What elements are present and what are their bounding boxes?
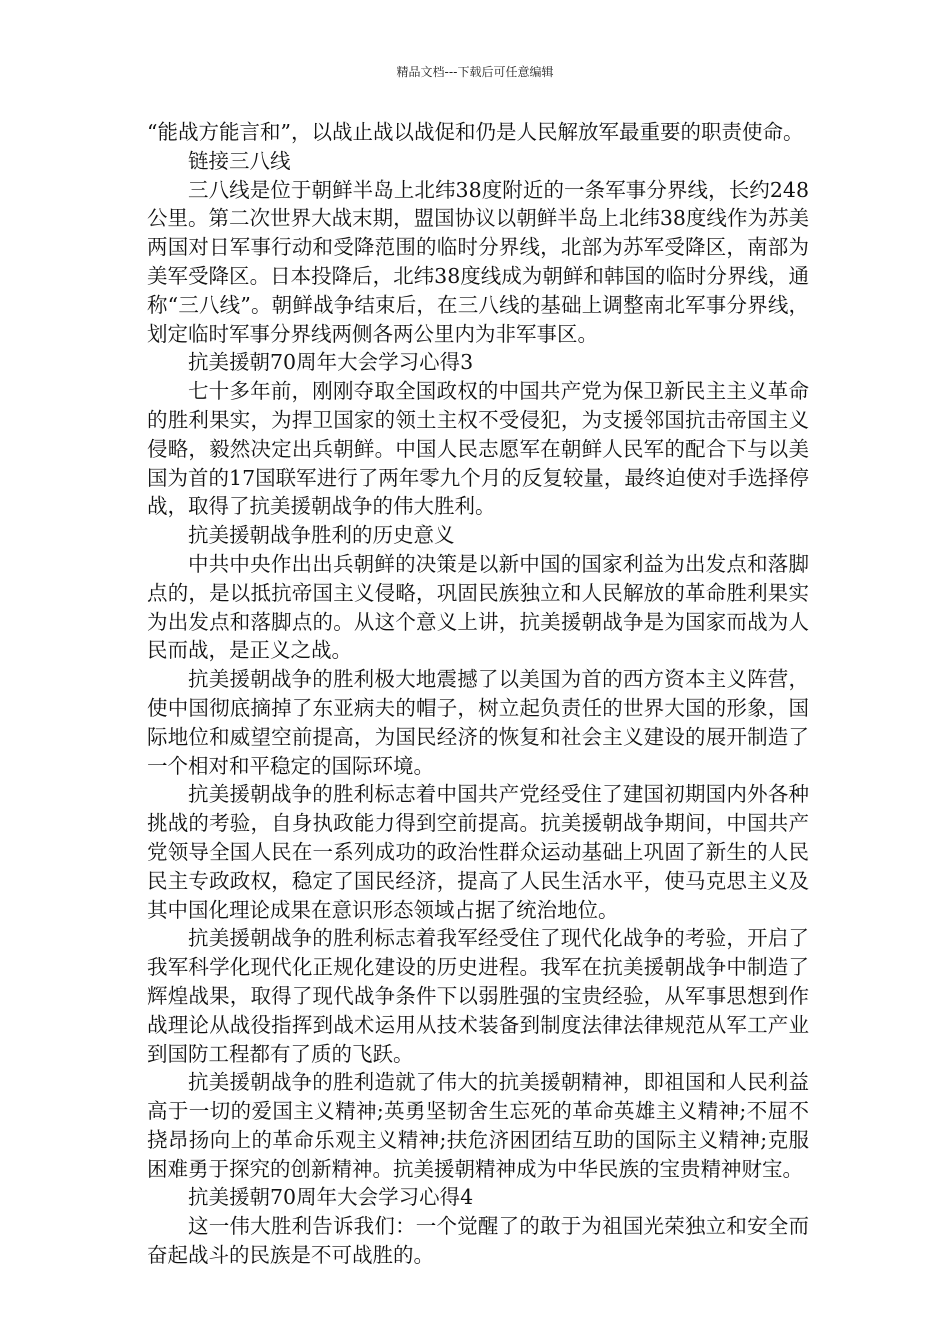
- body-paragraph: 这一伟大胜利告诉我们：一个觉醒了的敢于为祖国光荣独立和安全而奋起战斗的民族是不可战胜的。: [147, 1214, 809, 1268]
- page-header: 精品文档---下载后可任意编辑: [396, 65, 554, 79]
- document-body: [147, 118, 809, 1270]
- continuation-paragraph: “能战方能言和”，以战止战以战促和仍是人民解放军最重要的职责使命。: [147, 120, 804, 144]
- body-paragraph: 七十多年前，刚刚夺取全国政权的中国共产党为保卫新民主主义革命的胜利果实，为捍卫国家的领土主权不受侵犯，为支援邻国抗击帝国主义侵略，毅然决定出兵朝鲜。中国人民志愿军在朝鲜人民军的配合下与以美国为首的17国联军进行了两年零九个月的反复较量，最终迫使对手选择停战，取得了抗美援朝战争的伟大胜利。: [147, 379, 809, 519]
- body-paragraph: 抗美援朝战争的胜利标志着我军经受住了现代化战争的考验，开启了我军科学化现代化正规化建设的历史进程。我军在抗美援朝战争中制造了辉煌战果，取得了现代战争条件下以弱胜强的宝贵经验，从军事思想到作战理论从战役指挥到战术运用从技术装备到制度法律法律规范从军工产业到国防工程都有了质的飞跃。: [147, 926, 809, 1066]
- body-paragraph: 抗美援朝战争的胜利造就了伟大的抗美援朝精神，即祖国和人民利益高于一切的爱国主义精神;英勇坚韧舍生忘死的革命英雄主义精神;不屈不挠昂扬向上的革命乐观主义精神;扶危济困团结互助的国际主义精神;克服困难勇于探究的创新精神。抗美援朝精神成为中华民族的宝贵精神财宝。: [147, 1070, 809, 1181]
- body-paragraph: 三八线是位于朝鲜半岛上北纬38度附近的一条军事分界线，长约248公里。第二次世界大战末期，盟国协议以朝鲜半岛上北纬38度线作为苏美两国对日军事行动和受降范围的临时分界线，北部为苏军受降区，南部为美军受降区。日本投降后，北纬38度线成为朝鲜和韩国的临时分界线，通称“三八线”。朝鲜战争结束后，在三八线的基础上调整南北军事分界线，划定临时军事分界线两侧各两公里内为非军事区。: [147, 177, 809, 346]
- section-heading: 链接三八线: [188, 148, 291, 173]
- section-heading: 抗美援朝70周年大会学习心得4: [188, 1185, 474, 1210]
- body-paragraph: 抗美援朝战争的胜利极大地震撼了以美国为首的西方资本主义阵营，使中国彻底摘掉了东亚病夫的帽子，树立起负责任的世界大国的形象，国际地位和威望空前提高，为国民经济的恢复和社会主义建设的展开制造了一个相对和平稳定的国际环境。: [147, 667, 809, 778]
- body-paragraph: 中共中央作出出兵朝鲜的决策是以新中国的国家利益为出发点和落脚点的，是以抵抗帝国主义侵略，巩固民族独立和人民解放的革命胜利果实为出发点和落脚点的。从这个意义上讲，抗美援朝战争是为国家而战为人民而战，是正义之战。: [147, 551, 809, 663]
- section-heading: 抗美援朝70周年大会学习心得3: [188, 350, 474, 375]
- body-paragraph: 抗美援朝战争的胜利标志着中国共产党经受住了建国初期国内外各种挑战的考验，自身执政能力得到空前提高。抗美援朝战争期间，中国共产党领导全国人民在一系列成功的政治性群众运动基础上巩固了新生的人民民主专政政权，稳定了国民经济，提高了人民生活水平，使马克思主义及其中国化理论成果在意识形态领域占据了统治地位。: [147, 782, 809, 922]
- section-heading: 抗美援朝战争胜利的历史意义: [188, 523, 455, 548]
